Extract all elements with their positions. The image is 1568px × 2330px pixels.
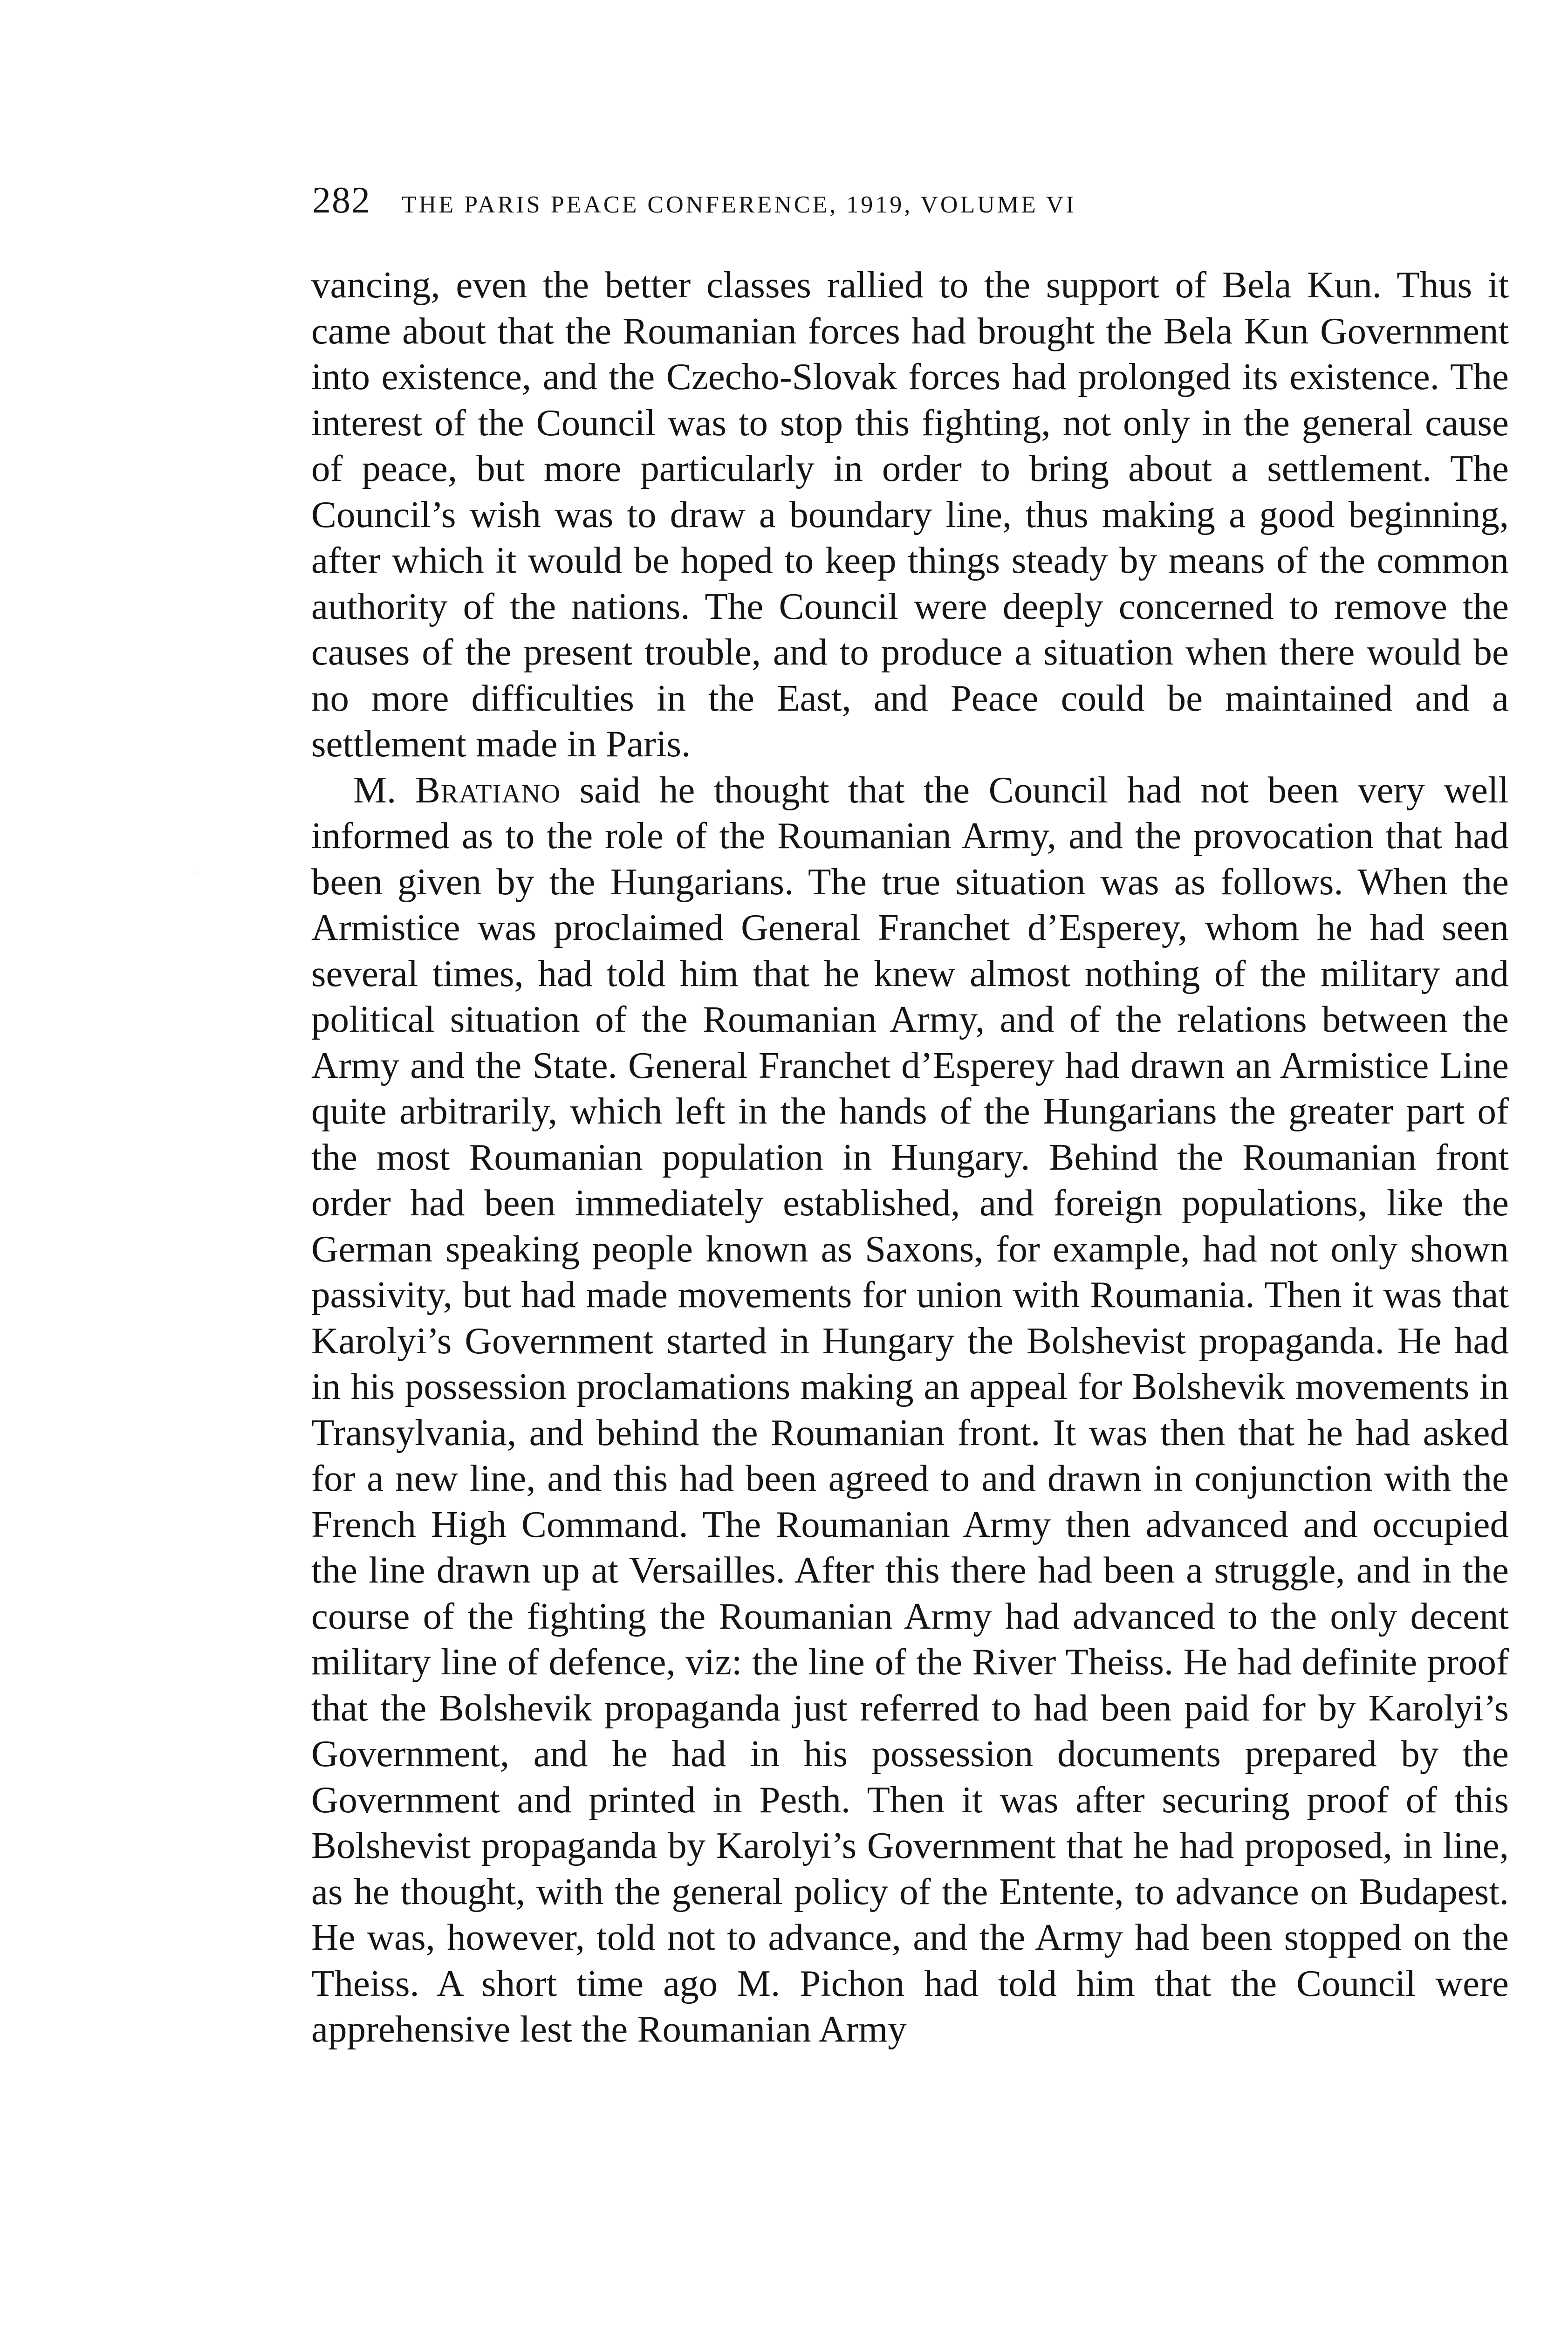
running-head — [312, 179, 1505, 231]
scan-speck — [196, 871, 198, 873]
speaker-name: Bratiano — [415, 768, 561, 811]
paragraph-bratiano — [311, 767, 1509, 2052]
paragraph-continued: vancing, even the better classes rallied to the support of Bela Kun. Thus it came about that the Roumanian forces had brought the Bela Kun Government into existence, and the Czecho-Slovak forces had prolonged its existence. The interest of the Council was to stop this fighting, not only in the general cause of peace, but more particularly in order to bring about a settlement. The Council’s wish was to draw a boundary line, thus making a good beginning, after which it would be hoped to keep things steady by means of the common authority of the nations. The Council were deeply concerned to remove the causes of the present trouble, and to produce a situation when there would be no more difficulties in the East, and Peace could be maintained and a settlement made in Paris. — [311, 264, 1509, 765]
body-text — [311, 262, 1509, 2052]
page-number: 282 — [312, 180, 371, 221]
running-title: THE PARIS PEACE CONFERENCE, 1919, VOLUME VI — [402, 192, 1076, 218]
speaker-prefix: M. — [353, 768, 397, 811]
paragraph-bratiano-text: said he thought that the Council had not been very well informed as to the role of the Roumanian Army, and the provocation that had been given by the Hungarians. The true situation was as follows. When the Armistice was proclaimed General Franchet d’Esperey, whom he had seen several times, had told him that he knew almost nothing of the military and political situation of the Roumanian Army, and of the relations between the Army and the State. General Franchet d’Esperey had drawn an Armistice Line quite arbitrarily, which left in the hands of the Hungarians the greater part of the most Roumanian population in Hungary. Behind the Roumanian front order had been immediately established, and foreign populations, like the German speaking people known as Saxons, for example, had not only shown passivity, but had made movements for union with Roumania. Then it was that Karolyi’s Government started in Hungary the Bolshevist propaganda. He had in his possession proclamations making an appeal for Bolshevik movements in Transylvania, and behind the Roumanian front. It was then that he had asked for a new line, and this had been agreed to and drawn in conjunction with the French High Command. The Roumanian Army then advanced and occupied the line drawn up at Versailles. After this there had been a struggle, and in the course of the fighting the Roumanian Army had advanced to the only decent military line of defence, viz: the line of the River Theiss. He had definite proof that the Bolshevik propaganda just referred to had been paid for by Karolyi’s Government, and he had in his possession documents prepared by the Government and printed in Pesth. Then it was after securing proof of this Bolshevist propaganda by Karolyi’s Government that he had proposed, in line, as he thought, with the general policy of the Entente, to advance on Budapest. He was, however, told not to advance, and the Army had been stopped on the Theiss. A short time ago M. Pichon had told him that the Council were apprehensive lest the Roumanian Army — [311, 768, 1509, 2050]
